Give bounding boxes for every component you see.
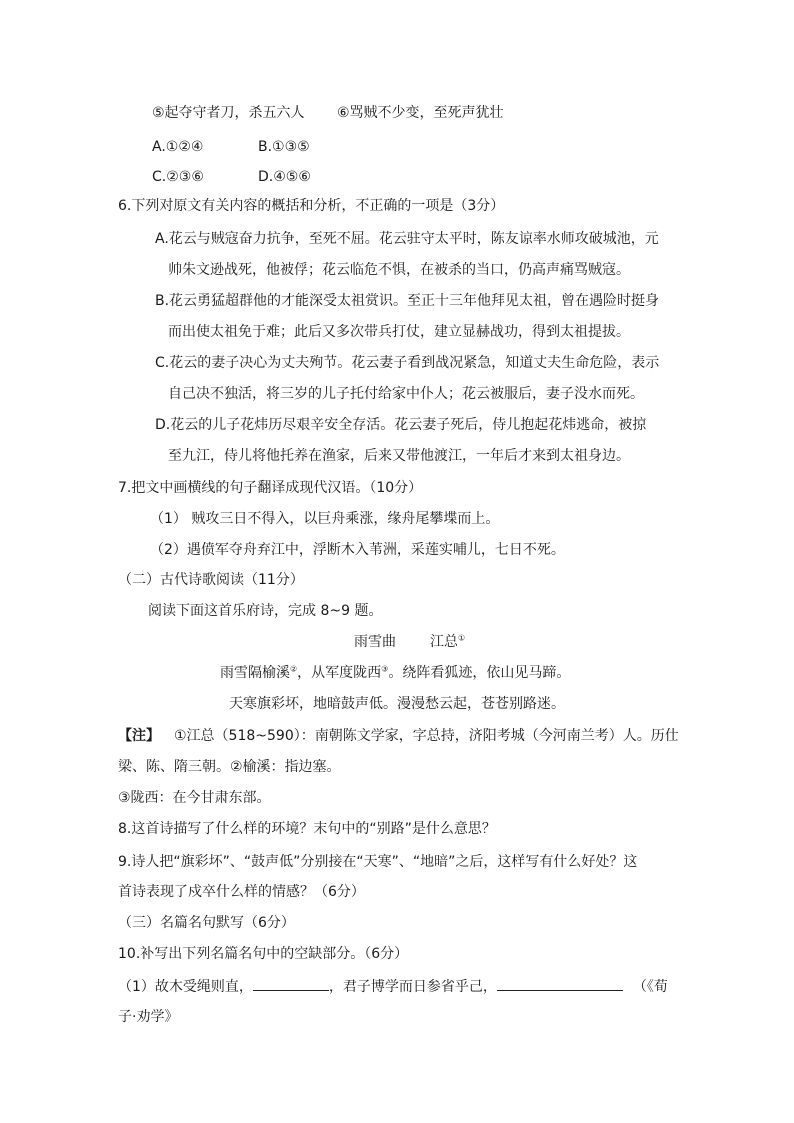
- q6-option-c-line2: 自己决不独活，将三岁的儿子托付给家中仆人；花云被服后，妻子没水而死。: [168, 386, 644, 402]
- q5-option-d: D.④⑤⑥: [258, 169, 311, 185]
- q7-sentence-1: （1） 贼攻三日不得入，以巨舟乘涨，缘舟尾攀堞而上。: [150, 511, 500, 527]
- q10-item-1-source-b: 子·劝学》: [118, 1009, 179, 1025]
- q9-line-2: 首诗表现了戍卒什么样的情感？（6分）: [118, 884, 365, 900]
- poem-line-2: 天寒旗彩坏，地暗鼓声低。漫漫愁云起，苍苍别路迷。: [229, 696, 565, 712]
- poem-intro: 阅读下面这首乐府诗，完成 8~9 题。: [148, 603, 383, 619]
- footnote-marker-3: ③: [381, 664, 389, 674]
- answer-blank-1[interactable]: [253, 976, 329, 991]
- poem-author: 江总: [430, 634, 458, 650]
- q5-option-a: A.①②④: [152, 139, 204, 155]
- q6-option-d-line1: D.花云的儿子花炜历尽艰辛安全存活。花云妻子死后，侍儿抱起花炜逃命，被掠: [155, 417, 647, 433]
- poem-line-1-part-c: 。绕阵看狐迹，依山见马蹄。: [388, 665, 571, 681]
- q5-option-b: B.①③⑤: [258, 139, 310, 155]
- poem-notes-line-3: ③陇西：在今甘肃东部。: [118, 790, 271, 806]
- q5-item-5: ⑤起夺守者刀，杀五六人: [152, 105, 305, 121]
- q6-option-c-line1: C.花云的妻子决心为丈夫殉节。花云妻子看到战况紧急，知道丈夫生命危险，表示: [155, 355, 660, 371]
- q10-item-1-part-b: ，君子博学而日参省乎己，: [328, 979, 497, 995]
- section-3-heading: （三）名篇名句默写（6分）: [118, 915, 295, 931]
- q6-option-a-line1: A.花云与贼寇奋力抗争，至死不屈。花云驻守太平时，陈友谅率水师攻破城池，元: [155, 231, 659, 247]
- q7-stem: 7.把文中画横线的句子翻译成现代汉语。（10分）: [118, 480, 423, 496]
- q8: 8.这首诗描写了什么样的环境？末句中的“别路”是什么意思？: [118, 821, 496, 837]
- poem-notes-line-2: 梁、陈、隋三朝。②榆溪：指边塞。: [118, 759, 341, 775]
- poem-heading: [354, 632, 465, 652]
- q5-option-c: C.②③⑥: [152, 169, 204, 185]
- poem-line-1-part-b: ，从军度陇西: [297, 665, 382, 681]
- q10-stem: 10.补写出下列名篇名句中的空缺部分。（6分）: [118, 946, 409, 962]
- q6-option-a-line2: 帅朱文逊战死，他被俘；花云临危不惧，在被杀的当口，仍高声痛骂贼寇。: [168, 262, 630, 278]
- q7-sentence-2: （2）遇偾军夺舟弃江中，浮断木入苇洲，采莲实哺儿，七日不死。: [150, 542, 565, 558]
- q6-stem: 6.下列对原文有关内容的概括和分析，不正确的一项是（3分）: [118, 198, 505, 214]
- q10-item-1-source-a: （《荀: [632, 979, 668, 995]
- q9-line-1: 9.诗人把“旗彩坏”、“鼓声低”分别接在“天寒”、“地暗”之后，这样写有什么好处？这: [118, 854, 638, 870]
- section-2-heading: （二）古代诗歌阅读（11分）: [118, 572, 304, 588]
- q6-option-b-line2: 而出使太祖免于难；此后又多次带兵打仗，建立显赫战功，得到太祖提拔。: [168, 324, 630, 340]
- note-1: ①江总（518~590）：南朝陈文学家，字总持，济阳考城（今河南兰考）人。历仕: [174, 728, 679, 744]
- q6-option-d-line2: 至九江，侍儿将他托养在渔家，后来又带他渡江，一年后才来到太祖身边。: [168, 448, 630, 464]
- q6-option-b-line1: B.花云勇猛超群他的才能深受太祖赏识。至正十三年他拜见太祖，曾在遇险时挺身: [155, 293, 660, 309]
- q10-item-1: [118, 976, 668, 997]
- q10-item-1-part-a: （1）故木受绳则直，: [118, 979, 253, 995]
- poem-notes-line-1: [118, 726, 679, 746]
- poem-line-1: [220, 663, 570, 683]
- poem-title: 雨雪曲: [354, 634, 396, 650]
- footnote-marker-1: ①: [458, 633, 466, 643]
- q5-item-6: ⑥骂贼不少变，至死声犹壮: [337, 105, 504, 121]
- poem-line-1-part-a: 雨雪隔榆溪: [220, 665, 290, 681]
- answer-blank-2[interactable]: [497, 976, 623, 991]
- note-label: 【注】: [118, 728, 160, 744]
- footnote-marker-2: ②: [290, 664, 298, 674]
